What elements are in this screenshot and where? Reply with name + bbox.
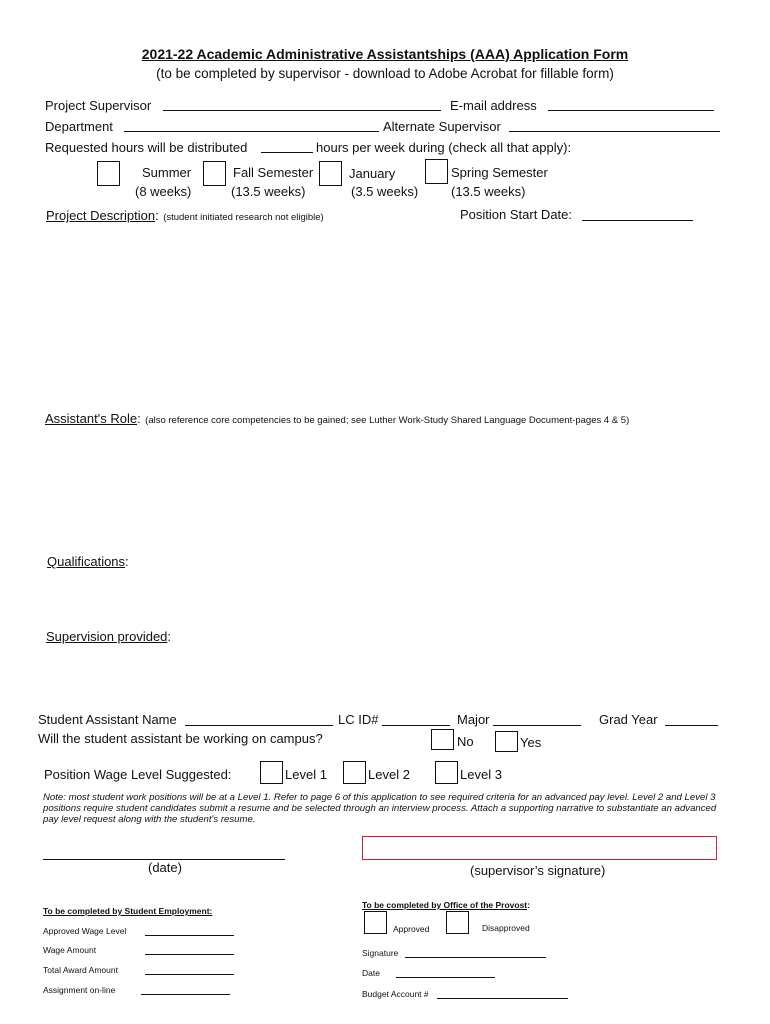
fall-weeks: (13.5 weeks) <box>231 184 306 199</box>
level1-checkbox[interactable] <box>260 761 283 784</box>
wage-amount-field[interactable] <box>145 954 234 955</box>
january-checkbox[interactable] <box>319 161 342 186</box>
major-label: Major <box>457 712 490 727</box>
level2-checkbox[interactable] <box>343 761 366 784</box>
provost-heading-colon: : <box>527 900 530 910</box>
january-weeks: (3.5 weeks) <box>351 184 419 199</box>
hours-suffix-label: hours per week during (check all that apply): <box>316 140 572 155</box>
summer-checkbox[interactable] <box>97 161 120 186</box>
wage-note: Note: most student work positions will be at a Level 1. Refer to page 6 of this application to see required criteria for an advanced pay level. Level 2 and Level 3 positions require student candidates submit a resume and be selected through an interview process. Attach a supporting narrative to substantiate an advanced pay level request along with the student's resume. <box>43 792 717 825</box>
budget-account-field[interactable] <box>437 998 568 999</box>
form-subtitle: (to be completed by supervisor - download to Adobe Acrobat for fillable form) <box>156 66 614 81</box>
provost-date-field[interactable] <box>396 977 495 978</box>
project-supervisor-label: Project Supervisor <box>45 98 152 113</box>
position-start-field[interactable] <box>582 220 693 221</box>
provost-heading-wrap <box>362 900 530 910</box>
grad-year-field[interactable] <box>665 725 718 726</box>
assignment-online-label: Assignment on-line <box>43 985 116 995</box>
total-award-amount-label: Total Award Amount <box>43 965 118 975</box>
hours-field[interactable] <box>261 152 313 153</box>
yes-checkbox[interactable] <box>495 731 518 752</box>
position-start-label: Position Start Date: <box>460 207 572 222</box>
email-field[interactable] <box>548 110 714 111</box>
alternate-supervisor-label: Alternate Supervisor <box>383 119 501 134</box>
assignment-online-field[interactable] <box>141 994 230 995</box>
form-title: 2021-22 Academic Administrative Assistantships (AAA) Application Form <box>141 46 629 62</box>
total-award-amount-field[interactable] <box>145 974 234 975</box>
project-description-colon: : <box>155 208 159 223</box>
qualifications-heading <box>47 553 129 571</box>
level2-label: Level 2 <box>368 767 410 782</box>
yes-label: Yes <box>520 735 542 750</box>
assistant-role-label: Assistant's Role <box>45 411 138 426</box>
assistant-role-heading <box>45 410 629 428</box>
approved-wage-level-field[interactable] <box>145 935 234 936</box>
email-label: E-mail address <box>450 98 537 113</box>
hours-label: Requested hours will be distributed <box>45 140 248 155</box>
disapproved-checkbox[interactable] <box>446 911 469 934</box>
spring-checkbox[interactable] <box>425 159 448 184</box>
major-field[interactable] <box>493 725 581 726</box>
fall-label: Fall Semester <box>233 165 314 180</box>
provost-signature-field[interactable] <box>405 957 546 958</box>
provost-signature-label: Signature <box>362 948 399 958</box>
project-description-heading <box>46 207 324 225</box>
assistant-role-colon: : <box>137 411 141 426</box>
budget-account-label: Budget Account # <box>362 989 429 999</box>
level1-label: Level 1 <box>285 767 327 782</box>
supervision-colon: : <box>167 629 172 644</box>
provost-heading: To be completed by Office of the Provost <box>362 900 528 910</box>
assistant-role-note: (also reference core competencies to be gained; see Luther Work-Study Shared Language Document-pages 4 & 5) <box>145 415 630 426</box>
project-description-note: (student initiated research not eligible) <box>163 212 324 223</box>
supervision-heading <box>46 628 171 646</box>
approved-checkbox[interactable] <box>364 911 387 934</box>
january-label: January <box>349 166 396 181</box>
wage-amount-label: Wage Amount <box>43 945 97 955</box>
spring-label: Spring Semester <box>451 165 548 180</box>
qualifications-label: Qualifications <box>47 554 126 569</box>
summer-weeks: (8 weeks) <box>135 184 192 199</box>
level3-checkbox[interactable] <box>435 761 458 784</box>
level3-label: Level 3 <box>460 767 502 782</box>
student-name-field[interactable] <box>185 725 333 726</box>
project-supervisor-field[interactable] <box>163 110 441 111</box>
fall-checkbox[interactable] <box>203 161 226 186</box>
approved-wage-level-label: Approved Wage Level <box>43 926 127 936</box>
lc-id-field[interactable] <box>382 725 450 726</box>
supervision-label: Supervision provided <box>46 629 168 644</box>
grad-year-label: Grad Year <box>599 712 658 727</box>
project-description-label: Project Description <box>46 208 156 223</box>
supervisor-signature-label: (supervisor’s signature) <box>470 863 606 878</box>
department-field[interactable] <box>124 131 379 132</box>
student-name-label: Student Assistant Name <box>38 712 177 727</box>
approved-label: Approved <box>393 924 430 934</box>
no-label: No <box>457 734 474 749</box>
student-employment-heading: To be completed by Student Employment: <box>43 906 213 916</box>
date-label: (date) <box>148 860 182 875</box>
no-checkbox[interactable] <box>431 729 454 750</box>
alternate-supervisor-field[interactable] <box>509 131 720 132</box>
summer-label: Summer <box>142 165 192 180</box>
department-label: Department <box>45 119 113 134</box>
supervisor-signature-field[interactable] <box>362 836 717 860</box>
on-campus-label: Will the student assistant be working on campus? <box>38 731 323 746</box>
disapproved-label: Disapproved <box>482 923 530 933</box>
lc-id-label: LC ID# <box>338 712 379 727</box>
spring-weeks: (13.5 weeks) <box>451 184 526 199</box>
wage-level-label: Position Wage Level Suggested: <box>44 767 232 782</box>
qualifications-colon: : <box>125 554 129 569</box>
provost-date-label: Date <box>362 968 380 978</box>
